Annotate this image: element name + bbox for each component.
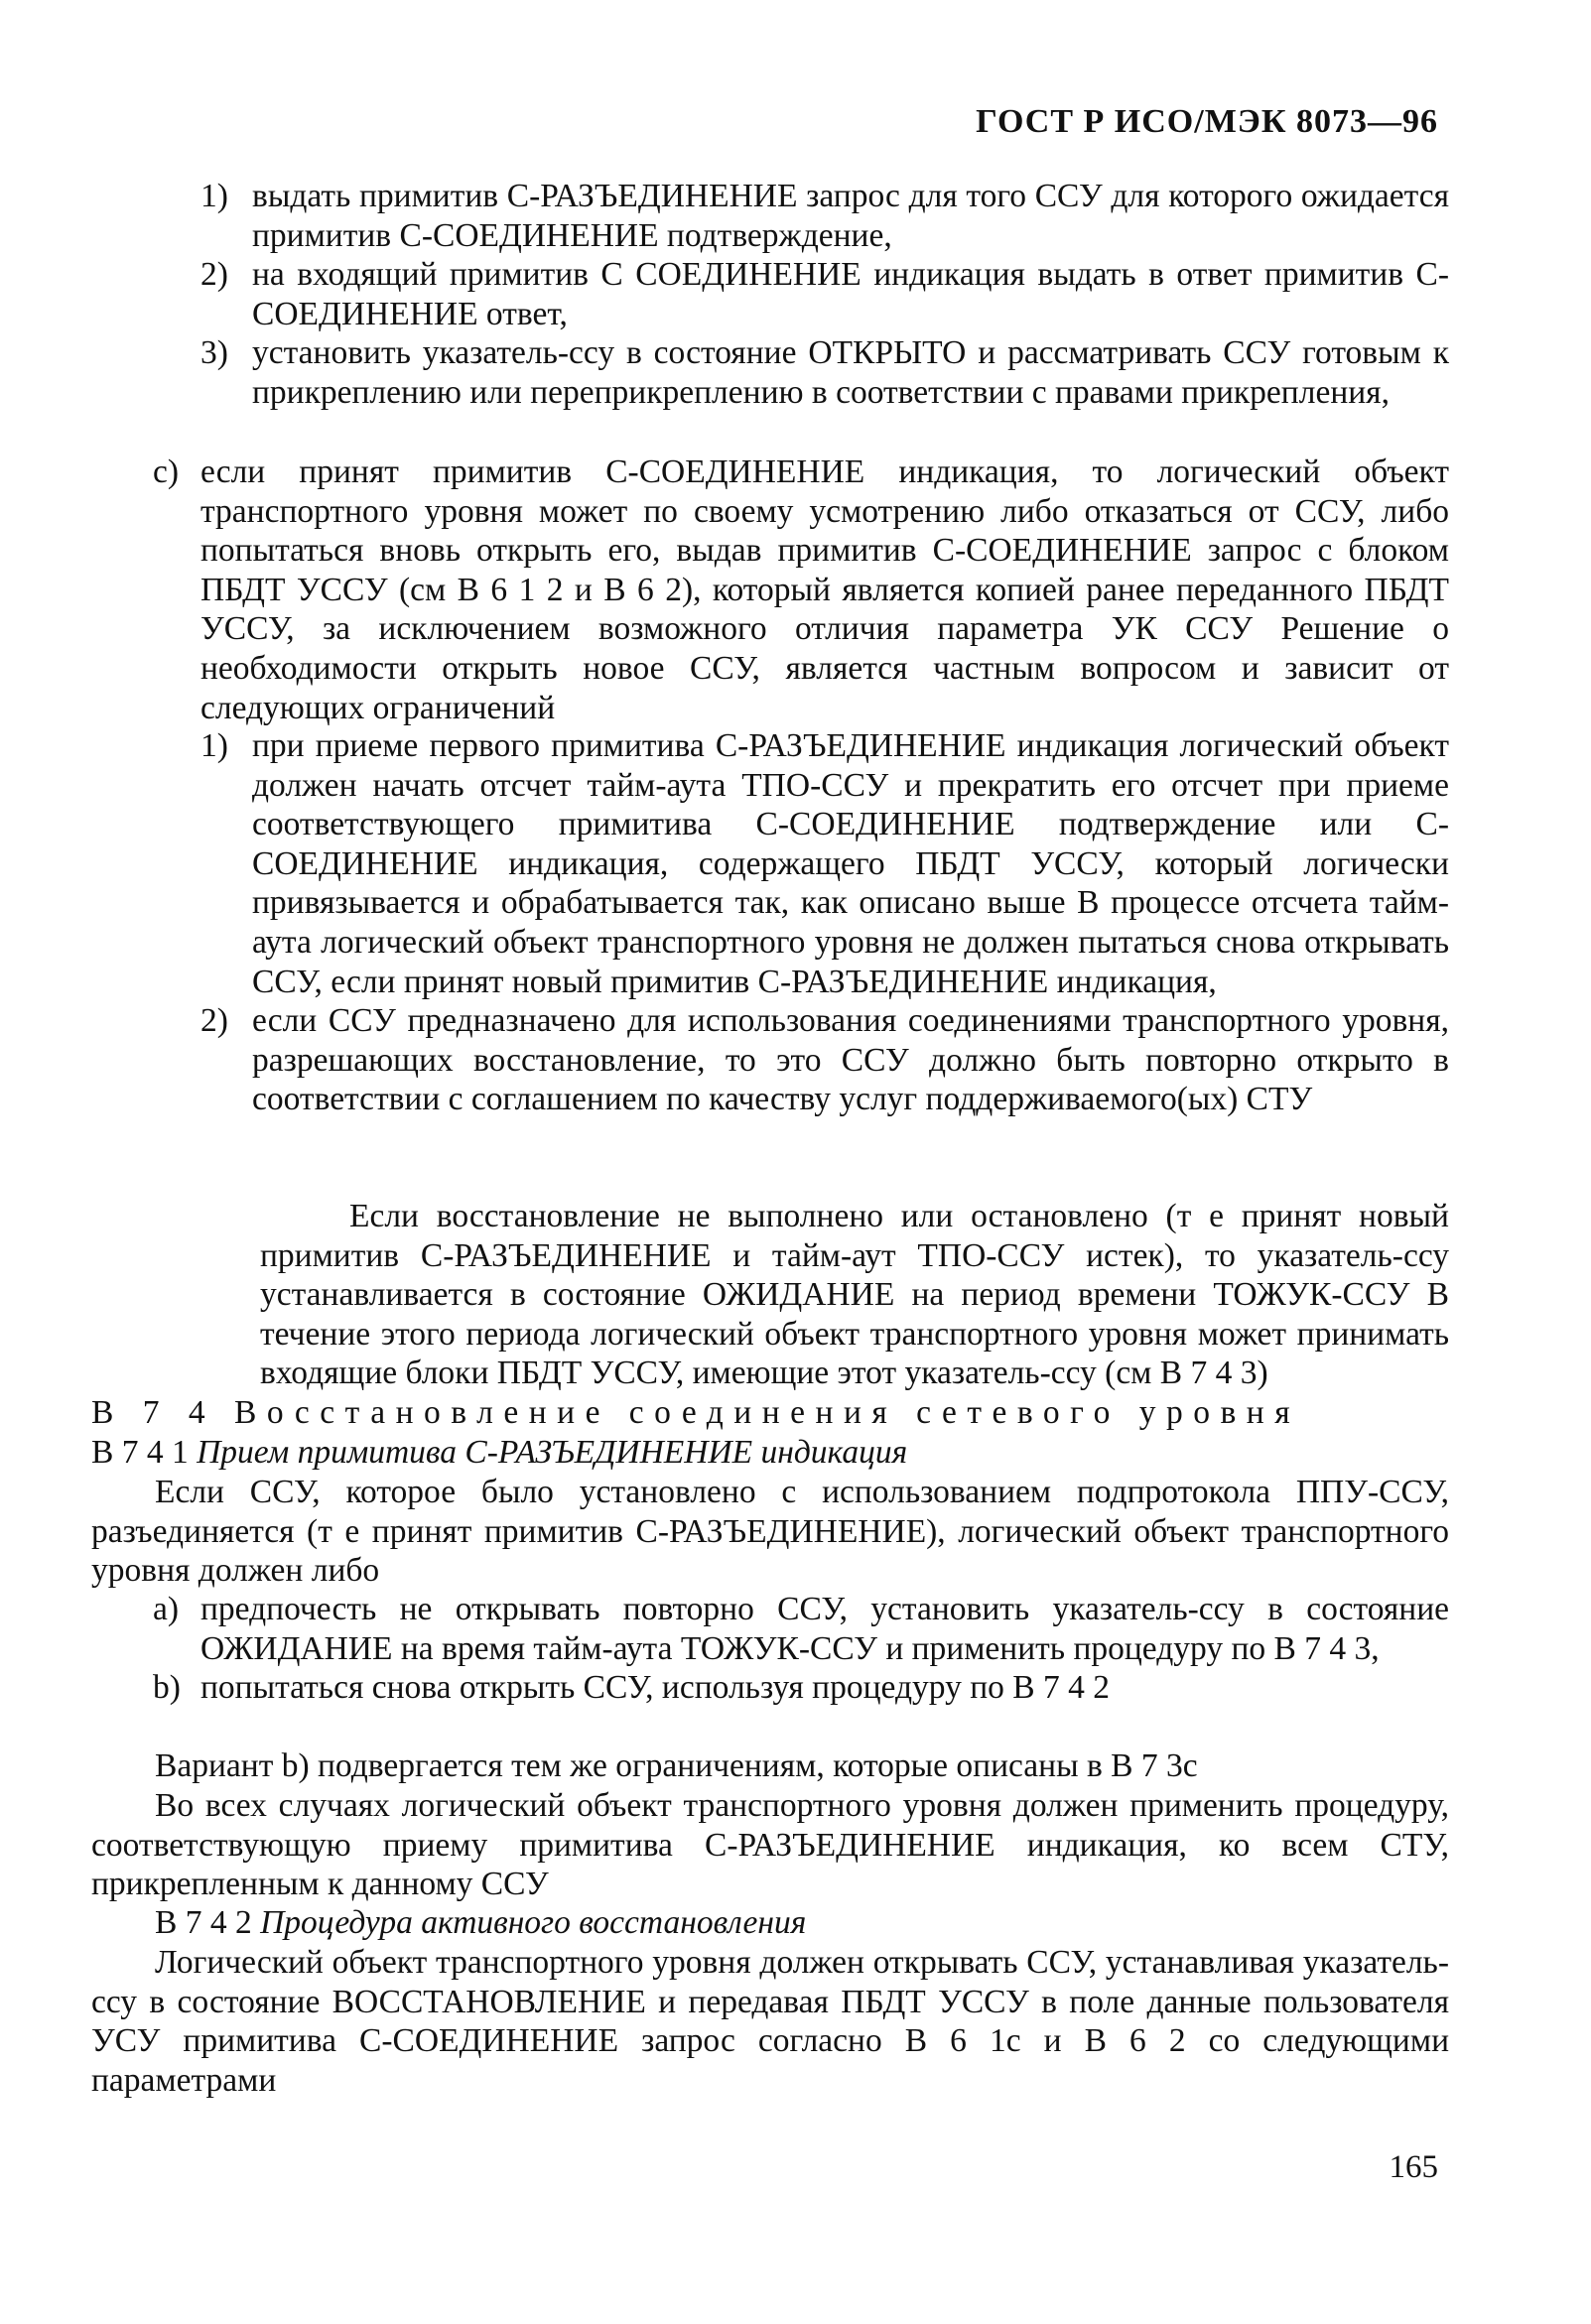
list-c-subitems (91, 726, 1449, 1119)
list-item-text: если принят примитив С-СОЕДИНЕНИЕ индикация, то логический объект транспортного уровня может по своему усмотрению либо отказаться от ССУ, либо попытаться вновь открыть его, выдав примитив С-СОЕДИНЕНИЕ запрос с блоком ПБДТ УССУ (см В 6 1 2 и В 6 2), который является копией ранее переданного ПБДТ УССУ, за исключением возможного отличия параметра УК ССУ Решение о необходимости открыть новое ССУ, является частным вопросом и зависит от следующих ограничений (200, 453, 1449, 726)
section-b742-heading (91, 1903, 1449, 1943)
document-header: ГОСТ Р ИСО/МЭК 8073—96 (976, 103, 1438, 140)
subsection-title: Прием примитива С-РАЗЪЕДИНЕНИЕ индикация (197, 1434, 908, 1471)
list-item (91, 255, 1449, 333)
list-b-continuation (91, 177, 1449, 413)
list-ab (91, 1590, 1449, 1708)
list-item (91, 333, 1449, 412)
subsection-number: В 7 4 1 (91, 1434, 189, 1471)
list-marker: a) (153, 1591, 180, 1627)
subsection-number: В 7 4 2 (155, 1904, 252, 1941)
list-item-text: предпочесть не открывать повторно ССУ, установить указатель-ссу в состояние ОЖИДАНИЕ на время тайм-аута ТОЖУК-ССУ и применить процедуру по В 7 4 3, (200, 1591, 1449, 1667)
list-item-text: попытаться снова открыть ССУ, используя процедуру по В 7 4 2 (200, 1669, 1110, 1707)
section-heading (91, 1393, 1449, 1433)
list-item (91, 1668, 1449, 1708)
subsection-heading (91, 1903, 1449, 1943)
list-item (91, 177, 1449, 255)
section-b741-heading (91, 1433, 1449, 1473)
list-item-text: установить указатель-ссу в состояние ОТКРЫТО и рассматривать ССУ готовым к прикреплению или переприкреплению в соответствии с правами прикрепления, (252, 334, 1449, 411)
paragraph: Во всех случаях логический объект транспортного уровня должен применить процедуру, соответствующую приему примитива С-РАЗЪЕДИНЕНИЕ индикация, ко всем СТУ, прикрепленным к данному ССУ (91, 1787, 1449, 1903)
list-item-text: при приеме первого примитива С-РАЗЪЕДИНЕНИЕ индикация логический объект должен начать отсчет тайм-аута ТПО-ССУ и прекратить его отсчет при приеме соответствующего примитива С-СОЕДИНЕНИЕ подтверждение или С-СОЕДИНЕНИЕ индикация, содержащего ПБДТ УССУ, который логически привязывается и обрабатывается так, как описано выше В процессе отсчета тайм-аута логический объект транспортного уровня не должен пытаться снова открывать ССУ, если принят новый примитив С-РАЗЪЕДИНЕНИЕ индикация, (252, 727, 1449, 1000)
section-title: Восстановление соединения сетевого уровня (233, 1394, 1301, 1431)
paragraph: Вариант b) подвергается тем же ограничениям, которые описаны в В 7 3с (155, 1747, 1198, 1784)
list-item (91, 1590, 1449, 1668)
list-marker: 1) (200, 727, 228, 764)
list-item-text: на входящий примитив С СОЕДИНЕНИЕ индикация выдать в ответ примитив С-СОЕДИНЕНИЕ ответ, (252, 256, 1449, 332)
note-paragraph-block (91, 1197, 1449, 1393)
section-b741-body (91, 1473, 1449, 1591)
variant-paragraph-block (91, 1746, 1449, 1786)
list-item-text: выдать примитив С-РАЗЪЕДИНЕНИЕ запрос для того ССУ для которого ожидается примитив С-СОЕДИНЕНИЕ подтверждение, (252, 178, 1449, 254)
page-number: 165 (1389, 2149, 1438, 2185)
list-marker: с) (153, 453, 180, 490)
list-marker: 3) (200, 334, 228, 372)
list-marker: 2) (200, 256, 228, 294)
list-item (91, 726, 1449, 1001)
note-paragraph: Если восстановление не выполнено или остановлено (т е принят новый примитив С-РАЗЪЕДИНЕНИЕ и тайм-аут ТПО-ССУ истек), то указатель-ссу устанавливается в состояние ОЖИДАНИЕ на период времени ТОЖУК-ССУ В течение этого периода логический объект транспортного уровня может принимать входящие блоки ПБДТ УССУ, имеющие этот указатель-ссу (см В 7 4 3) (260, 1198, 1449, 1392)
list-marker: 2) (200, 1002, 228, 1040)
list-marker: 1) (200, 178, 228, 214)
section-b74-heading (91, 1393, 1449, 1433)
all-cases-paragraph-block (91, 1786, 1449, 1904)
subsection-heading (91, 1433, 1449, 1473)
section-number: В 7 4 (91, 1394, 216, 1431)
list-item-c (91, 452, 1449, 727)
paragraph: Логический объект транспортного уровня должен открывать ССУ, устанавливая указатель-ссу в состояние ВОССТАНОВЛЕНИЕ и передавая ПБДТ УССУ в поле данные пользователя УСУ примитива С-СОЕДИНЕНИЕ запрос согласно В 6 1с и В 6 2 со следующими параметрами (91, 1944, 1449, 2099)
subsection-title: Процедура активного восстановления (260, 1904, 807, 1941)
list-item-text: если ССУ предназначено для использования соединениями транспортного уровня, разрешающих восстановление, то это ССУ должно быть повторно открыто в соответствии с соглашением по качеству услуг поддерживаемого(ых) СТУ (252, 1002, 1449, 1118)
paragraph: Если ССУ, которое было установлено с использованием подпротокола ППУ-ССУ, разъединяется (т е принят примитив С-РАЗЪЕДИНЕНИЕ), логический объект транспортного уровня должен либо (91, 1474, 1449, 1590)
list-item (91, 1001, 1449, 1119)
section-b742-body (91, 1943, 1449, 2100)
list-item (91, 452, 1449, 727)
list-marker: b) (153, 1669, 181, 1707)
